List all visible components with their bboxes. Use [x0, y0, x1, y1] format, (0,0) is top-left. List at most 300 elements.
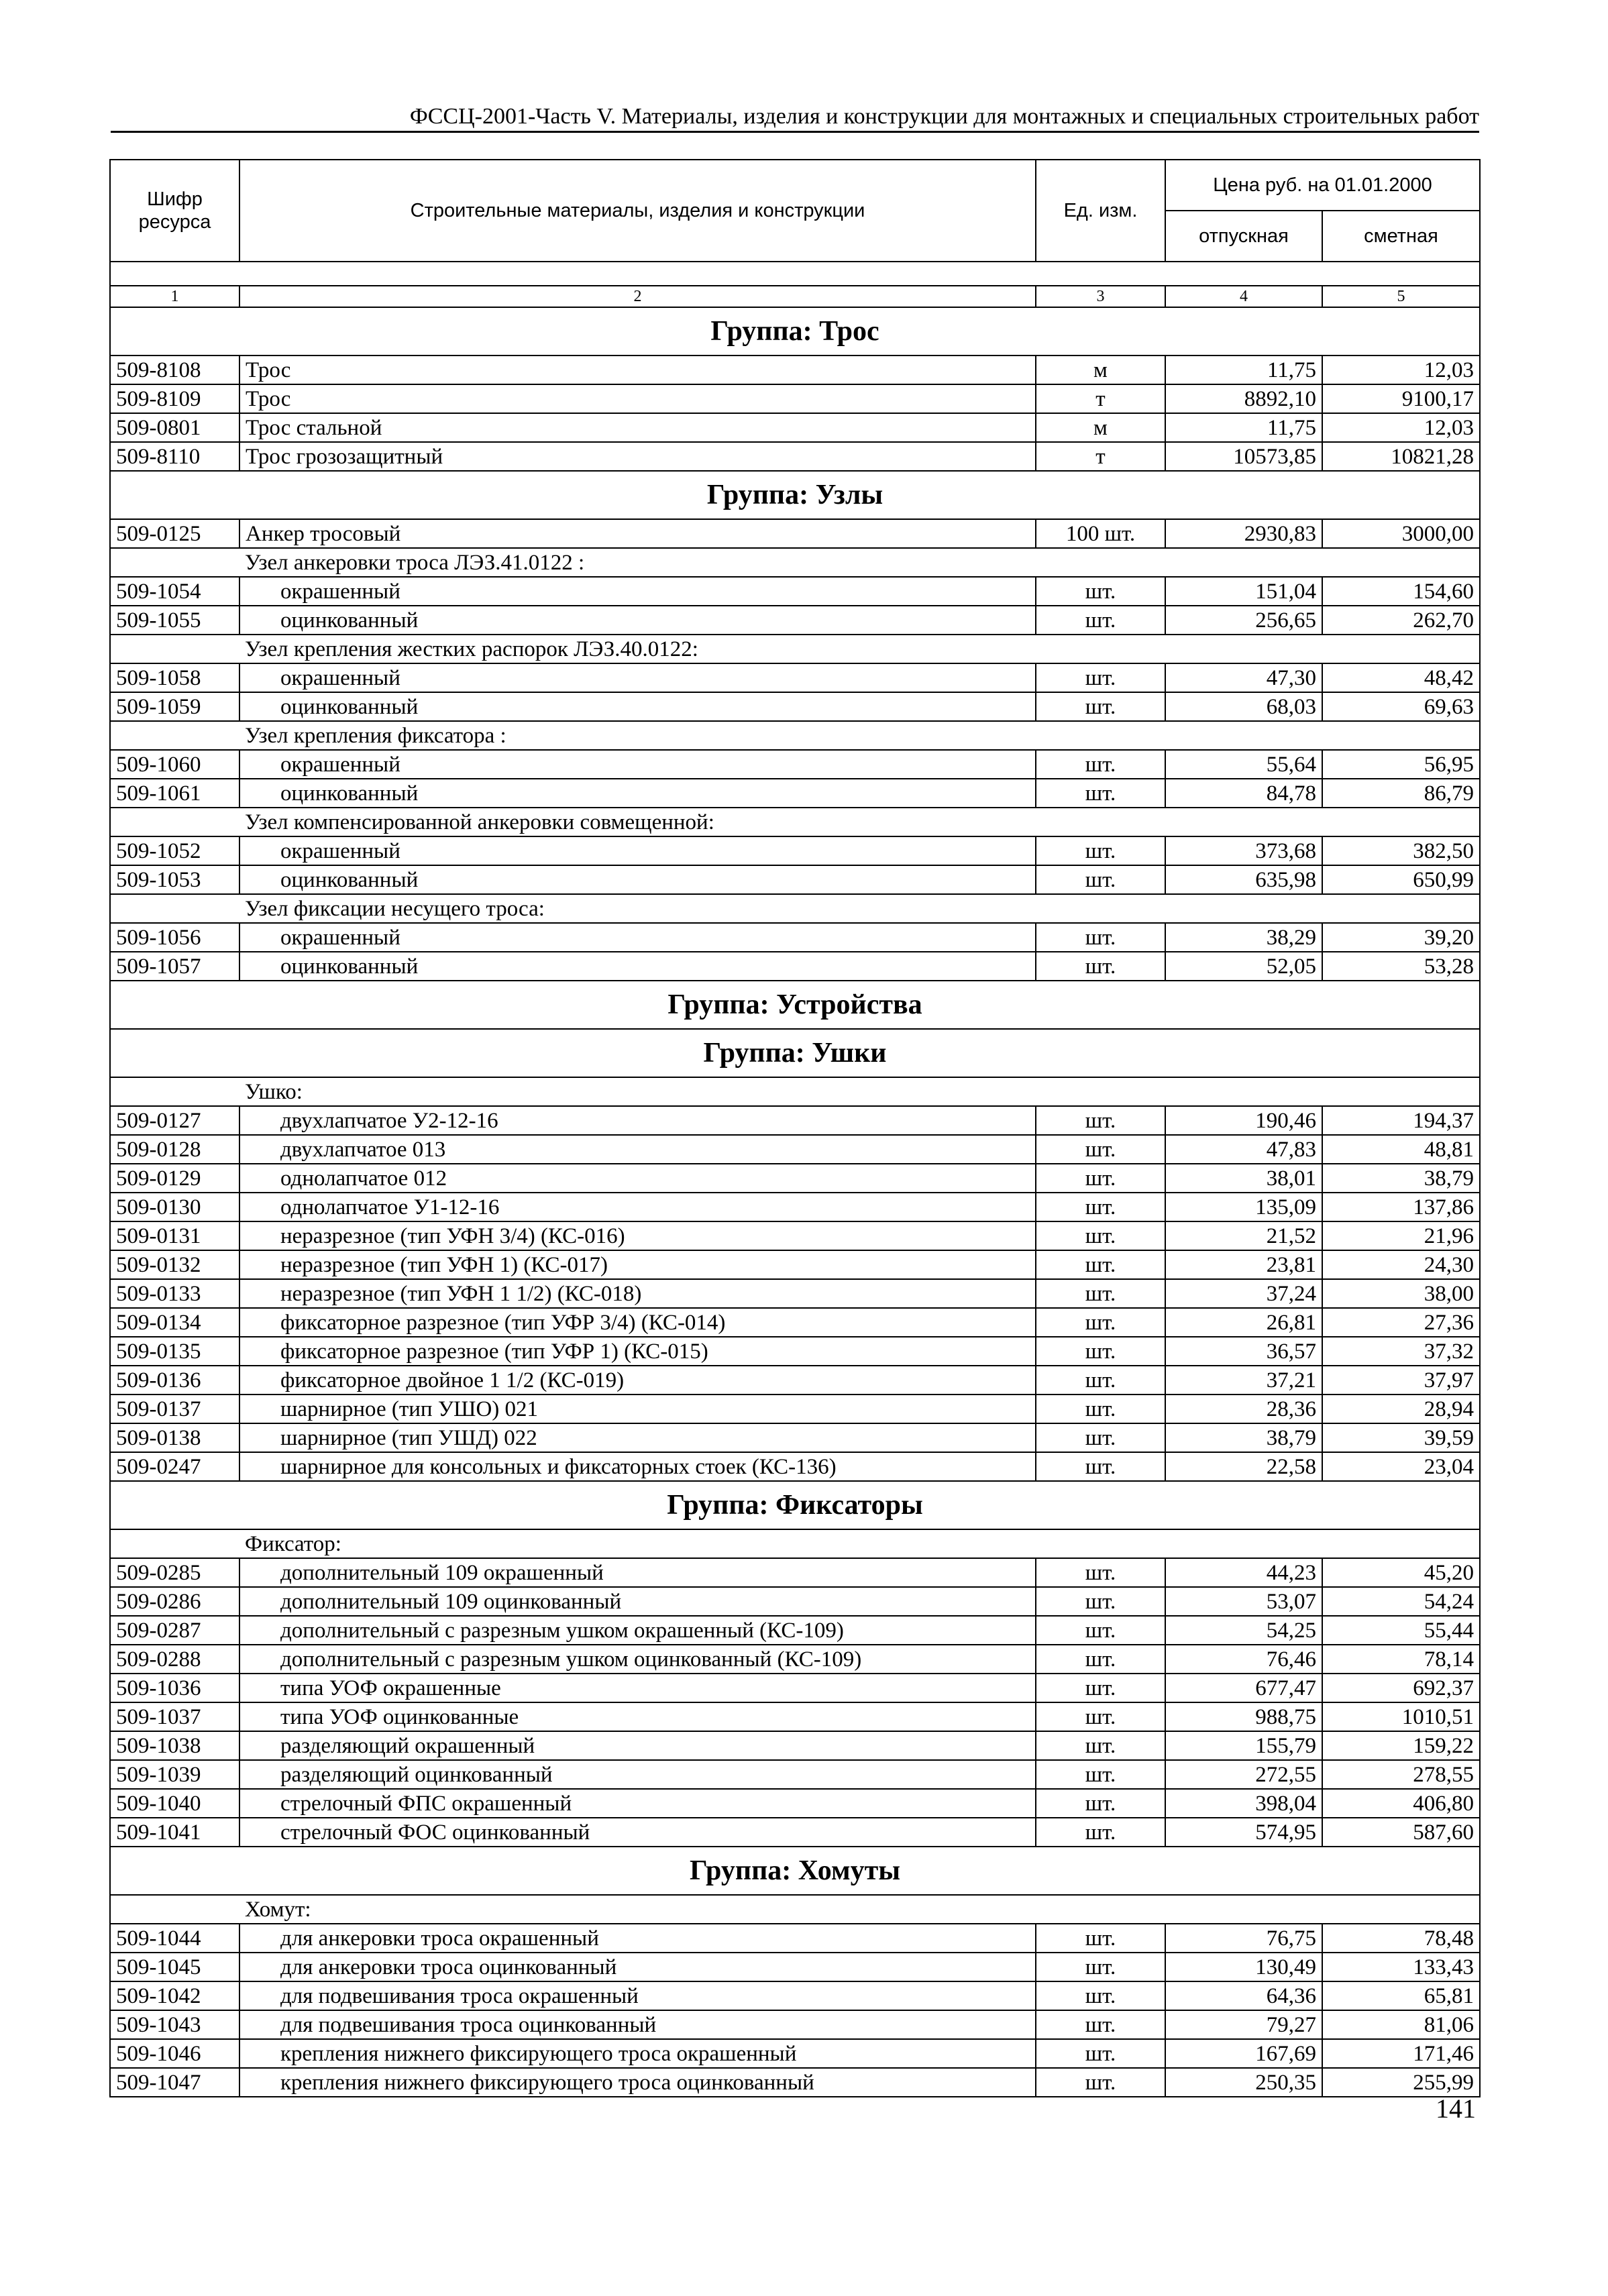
table-row — [110, 1395, 1480, 1423]
item-unit: шт. — [1036, 2010, 1165, 2039]
item-unit: 100 шт. — [1036, 519, 1165, 548]
price-estimate: 382,50 — [1322, 836, 1480, 865]
price-release: 84,78 — [1165, 779, 1322, 808]
table-row — [110, 1106, 1480, 1135]
col-header-unit: Ед. изм. — [1036, 160, 1165, 262]
col-header-code: Шифр ресурса — [110, 160, 239, 262]
item-name: фиксаторное разрезное (тип УФР 3/4) (КС-014) — [239, 1308, 1036, 1337]
price-release: 11,75 — [1165, 356, 1322, 384]
table-row — [110, 577, 1480, 606]
table-row — [110, 1308, 1480, 1337]
resource-code: 509-1039 — [110, 1760, 239, 1789]
item-name: оцинкованный — [239, 865, 1036, 894]
price-estimate: 78,14 — [1322, 1645, 1480, 1674]
price-estimate: 56,95 — [1322, 750, 1480, 779]
table-row — [110, 519, 1480, 548]
item-name: Трос — [239, 384, 1036, 413]
price-estimate: 262,70 — [1322, 606, 1480, 635]
item-name: шарнирное для консольных и фиксаторных стоек (КС-136) — [239, 1452, 1036, 1481]
subgroup-title: Фиксатор: — [239, 1529, 1480, 1558]
item-unit: шт. — [1036, 1279, 1165, 1308]
resource-code: 509-0285 — [110, 1558, 239, 1587]
item-unit: т — [1036, 442, 1165, 471]
subgroup-title: Узел фиксации несущего троса: — [239, 894, 1480, 923]
table-row — [110, 1221, 1480, 1250]
subgroup-code-cell — [110, 635, 239, 663]
item-unit: шт. — [1036, 1366, 1165, 1395]
table-row — [110, 692, 1480, 721]
table-row — [110, 952, 1480, 981]
col-number: 1 — [110, 286, 239, 307]
price-estimate: 86,79 — [1322, 779, 1480, 808]
item-name: стрелочный ФПС окрашенный — [239, 1789, 1036, 1818]
item-unit: шт. — [1036, 1395, 1165, 1423]
resource-code: 509-0287 — [110, 1616, 239, 1645]
price-estimate: 53,28 — [1322, 952, 1480, 981]
table-row — [110, 1702, 1480, 1731]
subgroup-title: Узел крепления жестких распорок ЛЭЗ.40.0122: — [239, 635, 1480, 663]
item-name: Трос стальной — [239, 413, 1036, 442]
price-release: 44,23 — [1165, 1558, 1322, 1587]
item-name: дополнительный 109 оцинкованный — [239, 1587, 1036, 1616]
price-table-wrapper — [109, 159, 1479, 2097]
item-name: оцинкованный — [239, 692, 1036, 721]
group-title: Группа: Ушки — [110, 1029, 1480, 1077]
subgroup-title: Узел крепления фиксатора : — [239, 721, 1480, 750]
price-estimate: 133,43 — [1322, 1953, 1480, 1981]
item-unit: т — [1036, 384, 1165, 413]
price-release: 47,83 — [1165, 1135, 1322, 1164]
price-release: 398,04 — [1165, 1789, 1322, 1818]
item-unit: шт. — [1036, 1337, 1165, 1366]
item-name: Анкер тросовый — [239, 519, 1036, 548]
item-name: крепления нижнего фиксирующего троса оцинкованный — [239, 2068, 1036, 2097]
item-name: разделяющий окрашенный — [239, 1731, 1036, 1760]
table-row — [110, 384, 1480, 413]
item-unit: шт. — [1036, 606, 1165, 635]
item-unit: шт. — [1036, 865, 1165, 894]
item-name: дополнительный 109 окрашенный — [239, 1558, 1036, 1587]
item-unit: шт. — [1036, 1924, 1165, 1953]
resource-code: 509-0130 — [110, 1193, 239, 1221]
resource-code: 509-1052 — [110, 836, 239, 865]
item-unit: шт. — [1036, 692, 1165, 721]
price-estimate: 12,03 — [1322, 413, 1480, 442]
table-body — [110, 307, 1480, 2097]
item-name: оцинкованный — [239, 779, 1036, 808]
resource-code: 509-0133 — [110, 1279, 239, 1308]
price-estimate: 278,55 — [1322, 1760, 1480, 1789]
resource-code: 509-0125 — [110, 519, 239, 548]
subgroup-title: Узел анкеровки троса ЛЭЗ.41.0122 : — [239, 548, 1480, 577]
table-row — [110, 2039, 1480, 2068]
subgroup-code-cell — [110, 1077, 239, 1106]
item-unit: шт. — [1036, 1789, 1165, 1818]
resource-code: 509-1053 — [110, 865, 239, 894]
subgroup-code-cell — [110, 894, 239, 923]
resource-code: 509-0247 — [110, 1452, 239, 1481]
item-name: для подвешивания троса окрашенный — [239, 1981, 1036, 2010]
subgroup-row — [110, 1077, 1480, 1106]
table-row — [110, 1674, 1480, 1702]
col-number: 2 — [239, 286, 1036, 307]
col-number: 4 — [1165, 286, 1322, 307]
price-estimate: 10821,28 — [1322, 442, 1480, 471]
group-row — [110, 1847, 1480, 1895]
resource-code: 509-0138 — [110, 1423, 239, 1452]
table-row — [110, 1587, 1480, 1616]
table-row — [110, 356, 1480, 384]
item-name: фиксаторное разрезное (тип УФР 1) (КС-015) — [239, 1337, 1036, 1366]
item-unit: шт. — [1036, 2068, 1165, 2097]
item-unit: шт. — [1036, 663, 1165, 692]
header-spacer — [110, 262, 1480, 286]
subgroup-code-cell — [110, 1529, 239, 1558]
price-release: 37,21 — [1165, 1366, 1322, 1395]
price-estimate: 78,48 — [1322, 1924, 1480, 1953]
price-release: 26,81 — [1165, 1308, 1322, 1337]
item-name: типа УОФ оцинкованные — [239, 1702, 1036, 1731]
price-release: 64,36 — [1165, 1981, 1322, 2010]
table-row — [110, 1760, 1480, 1789]
resource-code: 509-8108 — [110, 356, 239, 384]
resource-code: 509-1036 — [110, 1674, 239, 1702]
price-estimate: 587,60 — [1322, 1818, 1480, 1847]
subgroup-title: Ушко: — [239, 1077, 1480, 1106]
price-release: 256,65 — [1165, 606, 1322, 635]
price-release: 38,01 — [1165, 1164, 1322, 1193]
table-row — [110, 1452, 1480, 1481]
resource-code: 509-0137 — [110, 1395, 239, 1423]
item-unit: шт. — [1036, 1674, 1165, 1702]
item-name: оцинкованный — [239, 606, 1036, 635]
col-header-price: Цена руб. на 01.01.2000 — [1165, 160, 1480, 211]
resource-code: 509-1040 — [110, 1789, 239, 1818]
resource-code: 509-1055 — [110, 606, 239, 635]
item-unit: шт. — [1036, 779, 1165, 808]
item-unit: шт. — [1036, 1981, 1165, 2010]
resource-code: 509-1061 — [110, 779, 239, 808]
resource-code: 509-1045 — [110, 1953, 239, 1981]
price-release: 52,05 — [1165, 952, 1322, 981]
price-estimate: 38,00 — [1322, 1279, 1480, 1308]
price-release: 68,03 — [1165, 692, 1322, 721]
item-name: двухлапчатое У2-12-16 — [239, 1106, 1036, 1135]
item-name: шарнирное (тип УШД) 022 — [239, 1423, 1036, 1452]
resource-code: 509-1047 — [110, 2068, 239, 2097]
table-row — [110, 750, 1480, 779]
price-estimate: 692,37 — [1322, 1674, 1480, 1702]
item-name: неразрезное (тип УФН 1) (КС-017) — [239, 1250, 1036, 1279]
table-row — [110, 1135, 1480, 1164]
item-name: дополнительный с разрезным ушком оцинкованный (КС-109) — [239, 1645, 1036, 1674]
item-name: неразрезное (тип УФН 1 1/2) (КС-018) — [239, 1279, 1036, 1308]
subgroup-row — [110, 894, 1480, 923]
subgroup-code-cell — [110, 1895, 239, 1924]
col-header-estimate: сметная — [1322, 211, 1480, 262]
price-release: 37,24 — [1165, 1279, 1322, 1308]
col-header-name: Строительные материалы, изделия и конструкции — [239, 160, 1036, 262]
resource-code: 509-1038 — [110, 1731, 239, 1760]
resource-code: 509-0134 — [110, 1308, 239, 1337]
resource-code: 509-1058 — [110, 663, 239, 692]
group-row — [110, 1481, 1480, 1529]
price-estimate: 137,86 — [1322, 1193, 1480, 1221]
price-release: 21,52 — [1165, 1221, 1322, 1250]
table-row — [110, 1616, 1480, 1645]
price-release: 38,29 — [1165, 923, 1322, 952]
resource-code: 509-1046 — [110, 2039, 239, 2068]
price-release: 22,58 — [1165, 1452, 1322, 1481]
item-unit: шт. — [1036, 923, 1165, 952]
price-release: 76,75 — [1165, 1924, 1322, 1953]
price-release: 47,30 — [1165, 663, 1322, 692]
item-unit: шт. — [1036, 1587, 1165, 1616]
item-name: крепления нижнего фиксирующего троса окрашенный — [239, 2039, 1036, 2068]
item-name: однолапчатое У1-12-16 — [239, 1193, 1036, 1221]
resource-code: 509-0132 — [110, 1250, 239, 1279]
item-unit: шт. — [1036, 1818, 1165, 1847]
resource-code: 509-0288 — [110, 1645, 239, 1674]
resource-code: 509-1041 — [110, 1818, 239, 1847]
item-name: дополнительный с разрезным ушком окрашенный (КС-109) — [239, 1616, 1036, 1645]
table-row — [110, 606, 1480, 635]
resource-code: 509-8110 — [110, 442, 239, 471]
group-title: Группа: Фиксаторы — [110, 1481, 1480, 1529]
price-estimate: 65,81 — [1322, 1981, 1480, 2010]
item-unit: шт. — [1036, 1616, 1165, 1645]
price-estimate: 55,44 — [1322, 1616, 1480, 1645]
group-title: Группа: Устройства — [110, 981, 1480, 1029]
price-estimate: 24,30 — [1322, 1250, 1480, 1279]
item-name: шарнирное (тип УШО) 021 — [239, 1395, 1036, 1423]
price-estimate: 21,96 — [1322, 1221, 1480, 1250]
price-estimate: 27,36 — [1322, 1308, 1480, 1337]
item-unit: шт. — [1036, 1135, 1165, 1164]
item-name: неразрезное (тип УФН 3/4) (КС-016) — [239, 1221, 1036, 1250]
resource-code: 509-0129 — [110, 1164, 239, 1193]
item-unit: шт. — [1036, 836, 1165, 865]
price-release: 130,49 — [1165, 1953, 1322, 1981]
item-unit: шт. — [1036, 1702, 1165, 1731]
item-unit: шт. — [1036, 952, 1165, 981]
price-estimate: 37,32 — [1322, 1337, 1480, 1366]
table-row — [110, 1558, 1480, 1587]
resource-code: 509-1042 — [110, 1981, 239, 2010]
price-estimate: 45,20 — [1322, 1558, 1480, 1587]
price-estimate: 48,42 — [1322, 663, 1480, 692]
item-name: стрелочный ФОС оцинкованный — [239, 1818, 1036, 1847]
resource-code: 509-1037 — [110, 1702, 239, 1731]
item-name: для анкеровки троса оцинкованный — [239, 1953, 1036, 1981]
resource-code: 509-8109 — [110, 384, 239, 413]
price-estimate: 3000,00 — [1322, 519, 1480, 548]
table-row — [110, 1924, 1480, 1953]
item-name: однолапчатое 012 — [239, 1164, 1036, 1193]
item-unit: шт. — [1036, 750, 1165, 779]
price-release: 54,25 — [1165, 1616, 1322, 1645]
resource-code: 509-0286 — [110, 1587, 239, 1616]
price-release: 988,75 — [1165, 1702, 1322, 1731]
item-unit: шт. — [1036, 1558, 1165, 1587]
price-release: 79,27 — [1165, 2010, 1322, 2039]
item-name: окрашенный — [239, 663, 1036, 692]
price-release: 38,79 — [1165, 1423, 1322, 1452]
price-release: 36,57 — [1165, 1337, 1322, 1366]
price-estimate: 171,46 — [1322, 2039, 1480, 2068]
item-name: Трос грозозащитный — [239, 442, 1036, 471]
subgroup-row — [110, 721, 1480, 750]
price-estimate: 37,97 — [1322, 1366, 1480, 1395]
table-row — [110, 2010, 1480, 2039]
price-release: 76,46 — [1165, 1645, 1322, 1674]
price-estimate: 154,60 — [1322, 577, 1480, 606]
item-name: Трос — [239, 356, 1036, 384]
col-header-release: отпускная — [1165, 211, 1322, 262]
subgroup-code-cell — [110, 808, 239, 836]
item-unit: шт. — [1036, 1193, 1165, 1221]
price-release: 8892,10 — [1165, 384, 1322, 413]
price-release: 23,81 — [1165, 1250, 1322, 1279]
price-estimate: 54,24 — [1322, 1587, 1480, 1616]
price-release: 574,95 — [1165, 1818, 1322, 1847]
price-estimate: 69,63 — [1322, 692, 1480, 721]
price-estimate: 39,59 — [1322, 1423, 1480, 1452]
price-estimate: 159,22 — [1322, 1731, 1480, 1760]
table-row — [110, 1645, 1480, 1674]
table-row — [110, 1250, 1480, 1279]
price-release: 373,68 — [1165, 836, 1322, 865]
price-estimate: 1010,51 — [1322, 1702, 1480, 1731]
item-unit: шт. — [1036, 1953, 1165, 1981]
table-row — [110, 2068, 1480, 2097]
item-unit: шт. — [1036, 2039, 1165, 2068]
price-release: 10573,85 — [1165, 442, 1322, 471]
col-number: 5 — [1322, 286, 1480, 307]
table-row — [110, 1731, 1480, 1760]
subgroup-row — [110, 548, 1480, 577]
price-estimate: 39,20 — [1322, 923, 1480, 952]
price-release: 135,09 — [1165, 1193, 1322, 1221]
subgroup-row — [110, 1895, 1480, 1924]
table-row — [110, 1818, 1480, 1847]
table-row — [110, 442, 1480, 471]
item-unit: шт. — [1036, 1106, 1165, 1135]
table-row — [110, 1193, 1480, 1221]
col-number: 3 — [1036, 286, 1165, 307]
page-header: ФССЦ-2001-Часть V. Материалы, изделия и конструкции для монтажных и специальных строительных работ — [111, 104, 1479, 133]
item-name: окрашенный — [239, 836, 1036, 865]
item-name: типа УОФ окрашенные — [239, 1674, 1036, 1702]
subgroup-title: Узел компенсированной анкеровки совмещенной: — [239, 808, 1480, 836]
subgroup-code-cell — [110, 548, 239, 577]
item-unit: шт. — [1036, 1645, 1165, 1674]
subgroup-code-cell — [110, 721, 239, 750]
item-unit: шт. — [1036, 577, 1165, 606]
price-release: 250,35 — [1165, 2068, 1322, 2097]
price-estimate: 48,81 — [1322, 1135, 1480, 1164]
group-title: Группа: Трос — [110, 307, 1480, 356]
table-row — [110, 413, 1480, 442]
table-row — [110, 1279, 1480, 1308]
group-row — [110, 1029, 1480, 1077]
price-estimate: 406,80 — [1322, 1789, 1480, 1818]
resource-code: 509-1057 — [110, 952, 239, 981]
price-release: 190,46 — [1165, 1106, 1322, 1135]
price-release: 635,98 — [1165, 865, 1322, 894]
price-release: 55,64 — [1165, 750, 1322, 779]
resource-code: 509-1056 — [110, 923, 239, 952]
price-release: 28,36 — [1165, 1395, 1322, 1423]
table-row — [110, 663, 1480, 692]
price-estimate: 12,03 — [1322, 356, 1480, 384]
item-name: двухлапчатое 013 — [239, 1135, 1036, 1164]
table-row — [110, 1981, 1480, 2010]
group-row — [110, 471, 1480, 519]
price-release: 2930,83 — [1165, 519, 1322, 548]
group-row — [110, 981, 1480, 1029]
price-release: 155,79 — [1165, 1731, 1322, 1760]
price-estimate: 28,94 — [1322, 1395, 1480, 1423]
item-name: окрашенный — [239, 577, 1036, 606]
item-name: для анкеровки троса окрашенный — [239, 1924, 1036, 1953]
price-estimate: 23,04 — [1322, 1452, 1480, 1481]
item-unit: м — [1036, 413, 1165, 442]
price-estimate: 9100,17 — [1322, 384, 1480, 413]
group-title: Группа: Хомуты — [110, 1847, 1480, 1895]
table-header — [110, 160, 1480, 307]
resource-code: 509-0136 — [110, 1366, 239, 1395]
item-unit: шт. — [1036, 1250, 1165, 1279]
table-row — [110, 1953, 1480, 1981]
item-name: окрашенный — [239, 750, 1036, 779]
price-release: 272,55 — [1165, 1760, 1322, 1789]
price-release: 53,07 — [1165, 1587, 1322, 1616]
table-row — [110, 1366, 1480, 1395]
item-unit: шт. — [1036, 1452, 1165, 1481]
item-unit: м — [1036, 356, 1165, 384]
subgroup-row — [110, 808, 1480, 836]
item-name: окрашенный — [239, 923, 1036, 952]
item-unit: шт. — [1036, 1423, 1165, 1452]
table-row — [110, 923, 1480, 952]
item-unit: шт. — [1036, 1164, 1165, 1193]
resource-code: 509-1043 — [110, 2010, 239, 2039]
group-title: Группа: Узлы — [110, 471, 1480, 519]
resource-code: 509-0127 — [110, 1106, 239, 1135]
item-name: фиксаторное двойное 1 1/2 (КС-019) — [239, 1366, 1036, 1395]
price-estimate: 650,99 — [1322, 865, 1480, 894]
page-number: 141 — [1436, 2093, 1476, 2124]
item-name: оцинкованный — [239, 952, 1036, 981]
price-estimate: 194,37 — [1322, 1106, 1480, 1135]
item-name: разделяющий оцинкованный — [239, 1760, 1036, 1789]
table-row — [110, 865, 1480, 894]
resource-code: 509-1054 — [110, 577, 239, 606]
resource-code: 509-0801 — [110, 413, 239, 442]
table-row — [110, 1337, 1480, 1366]
item-unit: шт. — [1036, 1760, 1165, 1789]
subgroup-row — [110, 1529, 1480, 1558]
subgroup-title: Хомут: — [239, 1895, 1480, 1924]
table-row — [110, 1789, 1480, 1818]
item-name: для подвешивания троса оцинкованный — [239, 2010, 1036, 2039]
item-unit: шт. — [1036, 1221, 1165, 1250]
resource-code: 509-0131 — [110, 1221, 239, 1250]
resource-code: 509-1060 — [110, 750, 239, 779]
price-table — [109, 159, 1481, 2097]
subgroup-row — [110, 635, 1480, 663]
